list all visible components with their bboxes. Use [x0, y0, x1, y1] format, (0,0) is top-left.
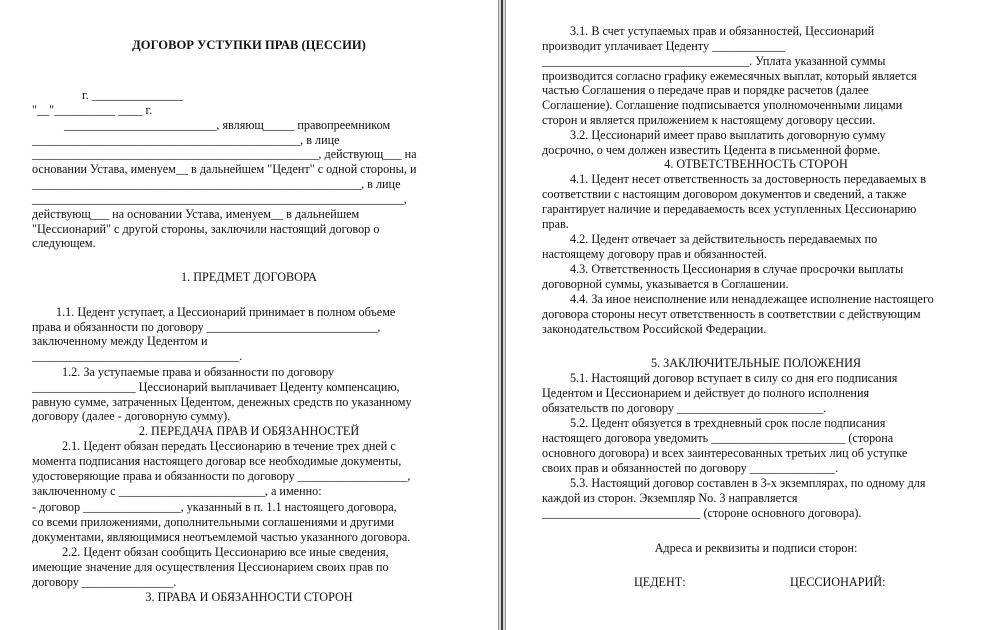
clause-line: гарантирует наличие и передаваемость всех уступленных Цессионарию: [542, 202, 917, 216]
intro-line: действующ___ на основании Устава, именуем__ в дальнейшем: [32, 207, 360, 221]
clause-line: __________________________________.: [32, 349, 243, 363]
signatures-heading: Адреса и реквизиты и подписи сторон:: [654, 541, 858, 555]
clause-line: Цедентом и Цессионарием и действует до полного исполнения: [542, 386, 870, 400]
section-heading: 2. ПЕРЕДАЧА ПРАВ И ОБЯЗАННОСТЕЙ: [138, 424, 360, 438]
clause-line: имеющие значение для осуществления Цессионарием своих прав по: [32, 560, 389, 574]
clause-line: каждой из сторон. Экземпляр No. 3 направляется: [542, 491, 798, 505]
document-title: ДОГОВОР УСТУПКИ ПРАВ (ЦЕССИИ): [132, 38, 366, 52]
clause-line: 5.3. Настоящий договор составлен в 3-х экземплярах, по одному для: [570, 476, 926, 490]
section-heading: 1. ПРЕДМЕТ ДОГОВОРА: [181, 270, 317, 284]
clause-line: прав.: [542, 217, 569, 231]
clause-line: сторон и является приложением к настоящему договору цессии.: [542, 113, 876, 127]
clause-line: договора стороны несут ответственность в соответствии с действующим: [542, 307, 921, 321]
clause-line: договору (далее - договорную сумму).: [32, 409, 231, 423]
clause-line: обязательств по договору ________________________.: [542, 401, 827, 415]
clause-line: заключенному между Цедентом и: [32, 334, 208, 348]
clause-line: настоящему договору прав и обязанностей.: [542, 247, 767, 261]
clause-line: 4.2. Цедент отвечает за действительность передаваемых по: [570, 232, 878, 246]
clause-line: Соглашение). Соглашение подписывается уполномоченными лицами: [542, 98, 903, 112]
clause-line: __________________________________. Уплата указанной суммы: [542, 54, 886, 68]
city-line: г. _______________: [82, 88, 184, 102]
clause-line: _________________ Цессионарий выплачивает Цеденту компенсацию,: [32, 380, 400, 394]
intro-line: _______________________________________________, действующ___ на: [32, 147, 417, 161]
clause-line: своих прав и обязанностей по договору ______________.: [542, 461, 839, 475]
clause-line: 2.2. Цедент обязан сообщить Цессионарию все иные сведения,: [62, 545, 389, 559]
clause-line: договорной суммы, указывается в Соглашении.: [542, 277, 789, 291]
clause-line: 1.1. Цедент уступает, а Цессионарий принимает в полном объеме: [56, 305, 396, 319]
clause-line: 2.1. Цедент обязан передать Цессионарию в течение трех дней с: [62, 439, 396, 453]
intro-line: _____________________________________________________________,: [32, 192, 407, 206]
party-cessionary-label: ЦЕССИОНАРИЙ:: [790, 575, 886, 589]
clause-line: 4.4. За иное неисполнение или ненадлежащее исполнение настоящего: [570, 292, 934, 306]
intro-line: ____________________________________________, в лице: [32, 133, 340, 147]
clause-line: заключенному с ________________________, а именно:: [32, 484, 322, 498]
clause-line: 4.3. Ответственность Цессионария в случае просрочки выплаты: [570, 262, 904, 276]
clause-line: 3.2. Цессионарий имеет право выплатить договорную сумму: [570, 128, 886, 142]
date-line: "__"__________ ____ г.: [32, 103, 153, 117]
clause-line: досрочно, о чем должен известить Цедента в письменной форме.: [542, 143, 881, 157]
intro-line: основании Устава, именуем__ в дальнейшем "Цедент" с одной стороны, и: [32, 162, 417, 176]
clause-line: 3.1. В счет уступаемых прав и обязанностей, Цессионарий: [570, 24, 875, 38]
clause-line: документами, являющимися неотъемлемой частью указанного договора.: [32, 530, 411, 544]
clause-line: договору _______________.: [32, 575, 177, 589]
clause-line: настоящего договора уведомить ______________________ (сторона: [542, 431, 894, 445]
intro-line: ______________________________________________________, в лице: [32, 177, 401, 191]
intro-line: следующем.: [32, 236, 96, 250]
clause-line: равную сумме, затраченных Цедентом, денежных средств по указанному: [32, 395, 412, 409]
clause-line: со всеми приложениями, дополнительными соглашениями и другими: [32, 515, 395, 529]
intro-line: "Цессионарий" с другой стороны, заключили настоящий договор о: [32, 222, 380, 236]
clause-line: 4.1. Цедент несет ответственность за достоверность передаваемых в: [570, 172, 926, 186]
clause-line: 5.2. Цедент обязуется в трехдневный срок после подписания: [570, 416, 886, 430]
clause-line: соответствии с настоящим договором документов и сведений, а также: [542, 187, 907, 201]
clause-line: __________________________ (стороне основного договора).: [542, 506, 862, 520]
section-heading: 3. ПРАВА И ОБЯЗАННОСТИ СТОРОН: [145, 590, 353, 604]
clause-line: момента подписания настоящего договар все необходимые документы,: [32, 454, 402, 468]
clause-line: 5.1. Настоящий договор вступает в силу со дня его подписания: [570, 371, 898, 385]
clause-line: удостоверяющие права и обязанности по договору __________________,: [32, 469, 411, 483]
right-page: [506, 0, 1006, 630]
clause-line: производится согласно графику ежемесячных выплат, который является: [542, 69, 917, 83]
section-heading: 4. ОТВЕТСТВЕННОСТЬ СТОРОН: [664, 157, 848, 171]
page-divider: [498, 0, 506, 630]
section-heading: 5. ЗАКЛЮЧИТЕЛЬНЫЕ ПОЛОЖЕНИЯ: [650, 356, 862, 370]
intro-line: _________________________, являющ_____ правопреемником: [64, 118, 391, 132]
clause-line: права и обязанности по договору ____________________________,: [32, 320, 381, 334]
left-page: [0, 0, 498, 630]
clause-line: - договор ________________, указанный в п. 1.1 настоящего договора,: [32, 500, 397, 514]
clause-line: частью Соглашения о передаче прав и порядке расчетов (далее: [542, 83, 869, 97]
clause-line: основного договора) и всех заинтересованных третьих лиц об уступке: [542, 446, 908, 460]
clause-line: законодательством Российской Федерации.: [542, 322, 767, 336]
clause-line: производит уплачивает Цеденту ____________: [542, 39, 786, 53]
party-cedent-label: ЦЕДЕНТ:: [634, 575, 686, 589]
clause-line: 1.2. За уступаемые права и обязанности по договору: [62, 365, 335, 379]
